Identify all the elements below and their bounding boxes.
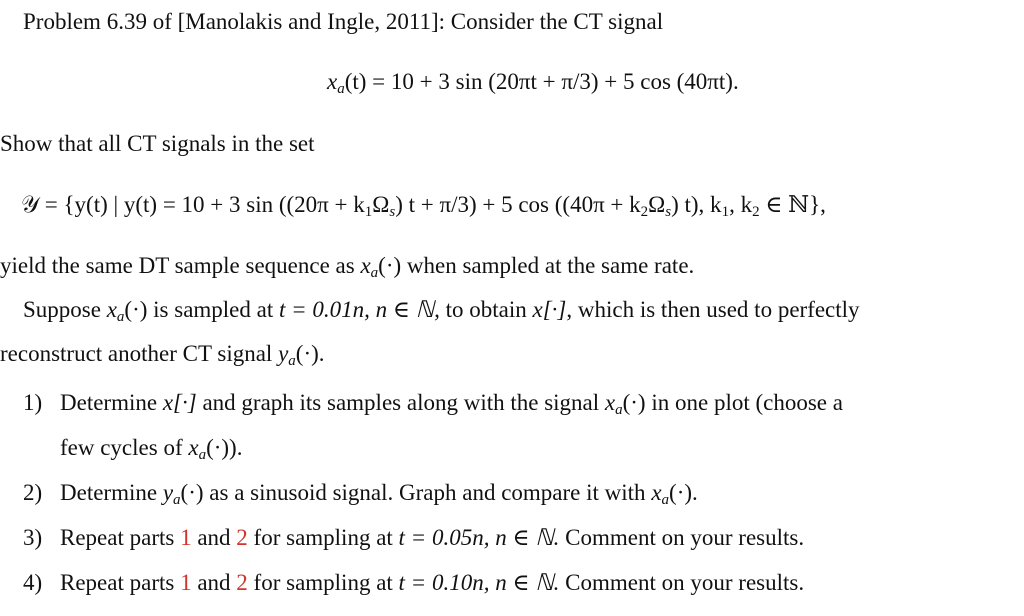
item4-text-c: Comment on your results.	[559, 570, 805, 595]
item3-and: and	[191, 525, 237, 550]
item4-and: and	[191, 570, 237, 595]
para3b-sub: a	[288, 353, 296, 369]
para3b-arg: (·).	[295, 341, 325, 366]
para2-arg: (·)	[378, 253, 402, 278]
para3-sub: a	[116, 309, 125, 325]
para-suppose	[23, 297, 860, 325]
para3-math1: t = 0.01n, n ∈ ℕ,	[279, 297, 440, 322]
list-item-1-continued	[60, 435, 243, 463]
item1-cont-sub: a	[198, 447, 207, 463]
eq2-part-f: , k	[729, 192, 753, 217]
item1-text-a: Determine	[60, 390, 163, 415]
list-item-2-text	[60, 480, 698, 508]
item4-math: t = 0.10n, n ∈ ℕ.	[398, 570, 560, 595]
para3-var: x	[106, 297, 117, 322]
para3-text-d: , which is then used to perfectly	[566, 297, 860, 322]
list-item-number: 4)	[23, 570, 43, 595]
para2-text-a: yield the same DT sample sequence as	[0, 253, 361, 278]
item1-text-c: in one plot (choose a	[645, 390, 843, 415]
list-item-3	[23, 526, 42, 549]
item2-sub2: a	[661, 492, 670, 508]
item1-var: x	[604, 390, 616, 415]
eq2-sub-s2: s	[665, 204, 672, 220]
para3b-var: y	[278, 341, 289, 366]
item3-ref-part-2-link[interactable]: 2	[236, 525, 248, 550]
item4-text-b: for sampling at	[247, 570, 399, 595]
para-yield	[0, 253, 695, 281]
equation-set-y	[21, 192, 826, 220]
eq2-part-e: ) t), k	[671, 192, 722, 217]
item4-ref-part-2-link[interactable]: 2	[236, 570, 248, 595]
list-item-1-text	[60, 390, 843, 418]
para3-text-a: Suppose	[23, 297, 107, 322]
item3-math: t = 0.05n, n ∈ ℕ.	[398, 525, 560, 550]
item4-text-a: Repeat parts	[60, 570, 181, 595]
eq2-sub1: 1	[364, 204, 373, 220]
list-item-number: 3)	[23, 525, 43, 550]
eq1-lhs-arg: (t) =	[344, 69, 391, 94]
item2-var2: x	[651, 480, 662, 505]
item4-ref-part-1-link[interactable]: 1	[180, 570, 192, 595]
para3-text-c: to obtain	[439, 297, 533, 322]
para-reconstruct	[0, 341, 325, 369]
eq2-sub2: 2	[640, 204, 649, 220]
list-item-number: 1)	[23, 390, 43, 415]
item2-sub: a	[173, 492, 181, 508]
list-item-2	[23, 481, 42, 504]
list-item-1	[23, 391, 42, 414]
eq2-part-b: Ω	[372, 192, 390, 217]
item1-cont-var: x	[188, 435, 199, 460]
item3-text-c: Comment on your results.	[559, 525, 805, 550]
para3-math2: x[·]	[532, 297, 567, 322]
list-item-4	[23, 571, 42, 594]
para3-arg: (·)	[124, 297, 148, 322]
item2-text-a: Determine	[60, 480, 163, 505]
eq1-rhs: 10 + 3 sin (20πt + π/3) + 5 cos (40πt).	[390, 69, 739, 94]
para-show-that: Show that all CT signals in the set	[0, 131, 315, 156]
item1-text-b: and graph its samples along with the signal	[196, 390, 605, 415]
item1-math1: x[·]	[162, 390, 197, 415]
eq2-part-d: Ω	[648, 192, 666, 217]
item1-cont-arg: (·)).	[206, 435, 243, 460]
eq1-lhs-sub: a	[337, 81, 345, 97]
item2-arg2: (·).	[669, 480, 698, 505]
intro-text: Problem 6.39 of [Manolakis and Ingle, 2011]: Consider the CT signal	[23, 9, 664, 34]
para3-text-b: is sampled at	[147, 297, 279, 322]
list-item-4-text	[60, 571, 804, 594]
item3-text-b: for sampling at	[247, 525, 399, 550]
item3-text-a: Repeat parts	[60, 525, 181, 550]
item1-cont-a: few cycles of	[60, 435, 189, 460]
eq1-lhs-var: x	[327, 69, 338, 94]
para2-sub: a	[370, 265, 379, 281]
eq2-part-a: 𝒴 = {y(t) | y(t) = 10 + 3 sin ((20π + k	[21, 192, 365, 217]
item2-var: y	[162, 480, 174, 505]
item2-text-b: as a sinusoid signal. Graph and compare it with	[203, 480, 652, 505]
list-item-number: 2)	[23, 480, 43, 505]
item2-arg: (·)	[180, 480, 204, 505]
para2-var: x	[360, 253, 371, 278]
equation-xa	[327, 69, 739, 97]
eq2-part-g: ∈ ℕ},	[759, 192, 826, 217]
eq2-sub3: 1	[721, 204, 730, 220]
para3b-text-a: reconstruct another CT signal	[0, 341, 279, 366]
list-item-3-text	[60, 526, 804, 549]
item3-ref-part-1-link[interactable]: 1	[180, 525, 192, 550]
item1-arg: (·)	[622, 390, 646, 415]
para2-text-b: when sampled at the same rate.	[401, 253, 695, 278]
eq2-sub-s1: s	[389, 204, 396, 220]
eq2-sub4: 2	[752, 204, 760, 220]
item1-sub: a	[615, 402, 623, 418]
eq2-part-c: ) t + π/3) + 5 cos ((40π + k	[395, 192, 641, 217]
